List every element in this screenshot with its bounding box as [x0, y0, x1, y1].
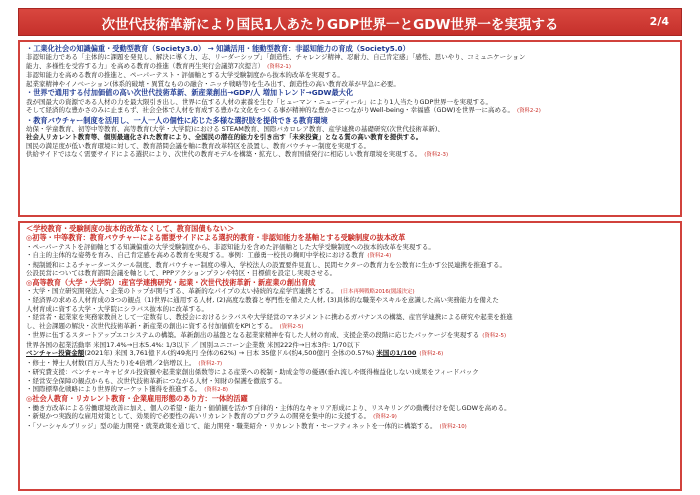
text-span: ・新規かつ実践的な雇用対策として、効果的で必要性の高いリカレント教育のプログラムの開発を集中的に支援する。: [26, 412, 371, 421]
text-line: [26, 359, 674, 368]
text-span: ・世界に伍するスタートアップエコシステムの構築。革新創出の基盤となる起業家精神を有した人材の育成、支援企業の段階に応じたパッケージを実現する: [26, 331, 480, 340]
heading-gdp-gdw: ・世界で通用する付加価値の高い次世代技術革新、新産業創出→GDP/人 増加トレンド→GDW最大化: [26, 88, 354, 98]
reference-note: (資料2-9): [373, 414, 397, 421]
text-span: ・修士・博士人材数(百万人当たり)を4倍増／2倍増以上。: [26, 358, 196, 367]
text-line: [26, 349, 674, 358]
heading-education-shift: [26, 44, 674, 53]
text-span: ・国際標準化戦略により世界的マーケット獲得を推進する。: [26, 385, 202, 394]
reference-note: (資料2-10): [439, 423, 467, 430]
reference-note: (資料2-8): [204, 387, 228, 394]
text-line: ・経済界の求める人材育成の3つの観点（1)世界に通用する人材, (2)高度な教養と専門性を備えた人材, (3)具体的な職業やスキルを意識した高い実務能力を備えた: [26, 296, 499, 305]
text-line: [26, 62, 674, 71]
text-line: 人材育成に資する大学・大学院にシラバス抜本的に改革する。: [26, 304, 208, 313]
text-span: ・「ソーシャルブリッジ」型の能力開発・就業政策を通じて、能力開発・職業紹介・リカレント教育・セーフティネットを一体的に構築する。: [26, 421, 437, 430]
text-line: [26, 412, 674, 421]
text-line: 国民の満足度が低い教育環境に対して、教育諮問会議を軸に教育改革特区を設置し、教育バウチャー制度を実現する。: [26, 141, 371, 150]
title-banner: [18, 8, 682, 36]
text-line: 世界各国の起業活動率 米国17.4%→日本5.4%: 1/3以下 ／ 国別ユニコーン企業数 米国222件→日本3件: 1/70以下: [26, 340, 360, 349]
reform-box: [18, 221, 682, 491]
text-line: 幼保・学童教育、初等中等教育、高等教育(大学・大学院)における STEAM教育、国際バカロレア教育、産学連携の基礎研究(次世代技術革新)、: [26, 124, 444, 133]
section-recurrent-education: ◎社会人教育・リカレント教育・企業雇用形態のあり方：一体的活躍: [26, 394, 248, 404]
heading-voucher: ・教育バウチャー制度を活用し、一人一人の個性に応じた多様な選択肢を提供できる教育環境: [26, 115, 328, 125]
text-line: [26, 385, 674, 394]
text-line: [26, 322, 674, 331]
reference-note: (資料2-5): [482, 333, 507, 340]
text-line: 我が国最大の資源である人材の力を最大限引き出し、世界に伍する人材の素養を生む「ヒューマン・ニューディール」により1人当たりGDP世界一を実現する。: [26, 97, 492, 106]
reference-note: (資料2-7): [198, 360, 223, 367]
text-line: 非認知能力を高める教育の推進と、ペーパーテスト・評価軸とする大学受験制度から抜本的改革を実現する。: [26, 71, 344, 80]
text-line: ・働き方改革による労働環境改善に加え、個人の希望・能力・価値観を活かす自律的・主体的なキャリア形成により、リスキリングの動機付けを促しGDWを高める。: [26, 403, 511, 412]
heading-part-b: 知識活用・能動型教育：非認知能力の育成（Society5.0）: [216, 44, 410, 53]
text-line: [26, 287, 674, 296]
text-line: [26, 422, 674, 431]
text-line: [26, 150, 674, 159]
text-span: ・自主的主体的な姿勢を育み、自己肯定感を高める教育を実現する。事例：工藤勇一校長の麹町中学校における教育: [26, 251, 365, 260]
reference-note: (資料2-3): [424, 152, 449, 159]
text-span: (2021年) 米国 3,761億ドル(約49兆円 全体の62%) → 日本 35億ドル(約4,500億円 全体の0.57%): [84, 349, 375, 358]
text-line: ・ペーパーテストを評価軸とする知識偏重の大学受験制度から、非認知能力を含めた評価軸とした大学受験制度への抜本的改革を実現する。: [26, 242, 435, 251]
reference-note: (資料2-6): [419, 351, 444, 358]
text-line: 社会人リカレント教育等、個別最適化された教育により、全国民の潜在的能力を引き出す「未来投資」となる質の高い教育を提供する。: [26, 133, 423, 142]
text-line: ・経営者・起業家を実務家教員として一定数有し、教授会におけるシラバスや大学経営のマネジメントに携わるガバナンスの構築、産官学連携による研究や起業を推進: [26, 313, 513, 322]
text-span: 米国の1/100: [376, 349, 417, 358]
text-span: 供給サイドではなく需要サイドによる選択により、次世代の教育モデルを構築・拡充し、教育国債発行に相応しい教育環境を実現する。: [26, 150, 422, 159]
text-span: ・大学・国立研究開発法人・企業のトップが関与する、革新的なパイプの太い持続的な産学官連携とする。: [26, 287, 338, 296]
reference-note: (資料2-1): [267, 63, 291, 70]
page-number: 2/4: [649, 15, 669, 28]
text-line: [26, 251, 674, 260]
reference-note: (資料2-5): [279, 323, 304, 330]
section-higher-education: ◎高等教育（大学・大学院）:産官学連携研究・起業・次世代技術革新・新産業の創出育成: [26, 277, 316, 287]
text-line: 起業家精神やイノベーション(体系的破壊・異質なものの融合・ニッチ戦略等)を生み出す、創造性の高い教育改革が早急に必要。: [26, 79, 400, 88]
reference-note: (資料2-2): [517, 108, 541, 115]
reference-note: (資料2-4): [367, 253, 392, 260]
section-intro: ＜学校教育・受験制度の抜本的改革なくして、教育国債もない＞: [26, 224, 235, 233]
heading-part-a: ・工業化社会の知識偏重・受動型教育（Society3.0）: [26, 44, 206, 53]
text-line: ・規制緩和によるチャータースクール制度、教育バウチャー制度の導入、学校法人の設置要件見直し、民間セクターの教育力を公教育に生かす公民連携を推進する。: [26, 260, 507, 269]
text-span: そして経済的な豊かさのみに止まらず、社会全体で人材を育成する豊かな文化をつくる事が精神的な豊かさにつながりWell-being・幸福感（GDW)を世界一に高める。: [26, 106, 515, 115]
page-title: 次世代技術革新により国民1人あたりGDP世界一とGDW世界一を実現する: [101, 17, 559, 33]
text-span: 能力、多様性を受容する力」を高める教育の推進（教育再生実行会議第7次提言）: [26, 61, 265, 70]
text-line: [26, 106, 674, 115]
reference-note: (日本再興戦略2016(閣議決定): [340, 289, 415, 296]
text-line: 非認知能力である「主体的に課題を発見し、解決に導く力、志、リーダーシップ」「創造性、チャレンジ精神、忍耐力、自己肯定感」「感性、思いやり、コミュニケーション: [26, 53, 526, 62]
text-span: ベンチャー投資金額: [26, 349, 85, 358]
section-primary-secondary: ◎初等・中等教育：教育バウチャーによる需要サイドによる選択的教育・非認知能力を基軸とする受験制度の抜本改革: [26, 233, 406, 243]
text-line: 公設民営については教育諮問会議を軸として、PPPアクションプランや特区・目標値を設定し実現させる。: [26, 269, 337, 278]
text-line: ・研究費支援：ベンチャーキャピタル投資額や起業家創出係数等による産業への税制・助成金等の優遇(垂れ流しや既得権益化しない)成果をフィードバック: [26, 368, 479, 377]
heading-arrow: →: [205, 44, 217, 53]
text-span: し、社会課題の解決・次世代技術革新・新産業の創出に資する付加価値をKPIとする。: [26, 321, 277, 330]
text-line: [26, 331, 674, 340]
vision-box: [18, 40, 682, 217]
text-line: ・経営安全保障の観点からも、次世代技術革新につながる人材・知財の保護を徹底する。: [26, 376, 286, 385]
